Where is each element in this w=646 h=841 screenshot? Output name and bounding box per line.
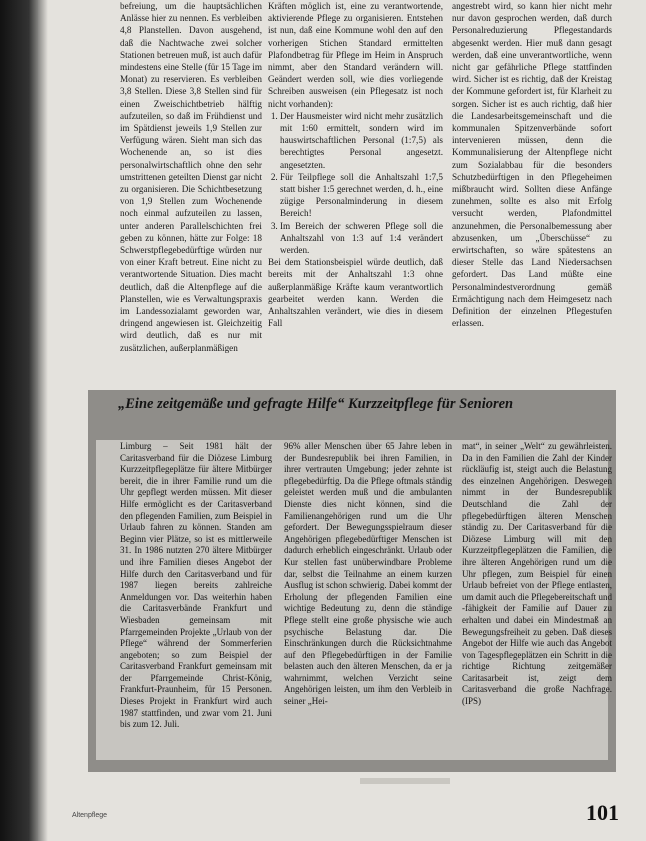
box-column-1 [120,441,272,731]
box-headline: „Eine zeitgemäße und gefragte Hilfe“ Kurzzeitpflege für Senioren [118,396,514,412]
list-item: 2. Für Teilpflege soll die Anhaltszahl 1:7,5 statt bisher 1:5 gerechnet werden, d. h., eine zügige Personalminderung in diesem Bereich! [280,171,443,220]
box-column-3-text: mat“, in seiner „Welt“ zu gewährleisten. Da in den Familien die Zahl der Kinder rückläufig ist, steigt auch die Belastung des einzelnen Angehörigen. Deswegen nimmt in der Bundesrepublik Deutschland die Zahl der pflegebedürftigen älteren Menschen ständig zu. Der Caritasverband für die Diözese Limburg will mit den Kurzzeitpflegeplätzen die Familien, die ihre älteren Angehörigen rund um die Uhr pflegen, zum Beispiel für einen Urlaub befreiet von der Pflege entlasten, um damit auch die Pflegebereitschaft und -fähigkeit der Familie auf Dauer zu erhalten und dabei ein Mindestmaß an Bewegungsfreiheit zu geben. Daß dieses Angebot der Hilfe wie auch das Angebot von Tagespflegeplätzen ein Schritt in die richtige Richtung zeitgemäßer Caritasarbeit ist, zeigt dem Caritasverband die große Nachfrage. (IPS) [462,441,612,707]
article-column-2-intro: Kräften möglich ist, eine zu verantwortende, aktivierende Pflege zu organisieren. Entstehen ist nun, daß eine Kommune wohl den auf den vorherigen Stichen Standard ermittelten Plafondbetrag für Pflege im Heim in Anspruch nimmt, aber den Standard verändern will. Geändert werden soll, wie dies vorliegende Schreiben ausweisen (ein Pflegesatz ist noch nicht vorhanden): [268,1,443,109]
article-column-3-text: angestrebt wird, so kann hier nicht mehr nur davon gesprochen werden, daß durch Personalreduzierung Pflegestandards abgesenkt werden. Hier muß dann gesagt werden, daß eine unverantwortliche, wenn nicht gar gefährliche Pflege stattfinden wird. Sicher ist es richtig, daß der Kreistag der Kommune gefordert ist, für Klarheit zu sorgen. Sicher ist es auch richtig, daß hier die Landesarbeitsgemeinschaft und die kommunalen Spitzenverbände sofort intervenieren müssen, denn die Kommunalisierung der Altenpflege nicht zum Sozialabbau für die besonders Schutzbedürftigen in den Pflegeheimen mißbraucht wird. Sollten diese Anfänge zunehmen, sollte es also mit Erfolg versucht werden, Plafondmittel anzunehmen, die Personalbemessung aber abzusenken, um „Überschüsse“ zu erwirtschaften, so wäre spätestens an dieser Stelle das Land Niedersachsen gefordert. Das Land müßte eine Personalmindestverordnung gemäß Ermächtigung nach dem Heimgesetz nach Definition der einzelnen Pflegestufen erlassen. [452,1,612,329]
article-column-1 [120,0,262,354]
article-column-3 [452,0,612,329]
box-column-2-text: 96% aller Menschen über 65 Jahre leben in der Bundesrepublik bei ihren Familien, in ihrer vertrauten Umgebung; jeder zehnte ist pflegebedürftig. Da die Pflege oftmals ständig geleistet werden muß und die ambulanten Dienste dies nicht können, sind die Familienangehörigen rund um die Uhr gefordert. Der Bewegungsspielraum dieser Angehörigen pflegebedürftiger Menschen ist dadurch erheblich eingeschränkt. Urlaub oder Kur stellen fast unüberwindbare Probleme dar, selbst die Teilnahme an einem kurzen Ausflug ist schon schwierig. Dabei kommt der Erholung der pflegenden Familien eine wichtige Bedeutung zu, denn die ständige Pflege stellt eine große physische wie auch psychische Belastung dar. Die Einschränkungen durch die Rücksichtnahme auf den Pflegebedürftigen in der Familie belasten auch den älteren Menschen, da er ja wahrnimmt, welchen Verzicht seine Angehörigen leisten, um ihm den Verbleib in seiner „Hei- [284,441,452,707]
print-bleed [360,778,450,784]
list-item: 1. Der Hausmeister wird nicht mehr zusätzlich mit 1:60 ermittelt, sondern wird im hauswirtschaftlichen Personal (1:7,5) als berechtigtes Personal angesetzt. angesetzten. [280,110,443,171]
box-column-2 [284,441,452,708]
binding-shadow [0,0,48,841]
article-column-1-text: befreiung, um die hauptsächlichen Anlässe hier zu nennen. Es verbleiben 4,8 Planstellen. Davon ausgehend, daß die Nachtwache zwei solcher Stationen betreuen muß, ist auch dafür mindestens eine Stelle (für 15 Tage im Monat) zu reservieren. Es verbleiben 3,8 Stellen. Diese 3,8 Stellen sind für einen Zweischichtbetrieb hälftig aufzuteilen, so daß im Frühdienst und im Spätdienst jeweils 1,9 Stellen zur Verfügung wären. Sieht man sich das Wochenende an, so ist dies personalwirtschaftlich ohne den sehr umstrittenen geteilten Dienst gar nicht zu organisieren. Die Schichtbesetzung von 1,9 Stellen zum Wochenende noch einmal aufzuteilen zu lassen, unter anderen Parallelschichten frei geben zu können, hätte zur Folge: 18 Schwerstpflegebedürftige würden nur von einer Kraft betreut. Eine nicht zu verantwortende Situation. Dies macht deutlich, daß die Altenpflege auf die Planstellen, wie es Verwaltungspraxis im Landessozialamt geworden war, dringend angewiesen ist. Gleichzeitig wird deutlich, daß es nur mit zusätzlichen, außerplanmäßigen [120,1,262,353]
article-column-2-outro: Bei dem Stationsbeispiel würde deutlich, daß bereits mit der Anhaltszahl 1:3 ohne außerplanmäßige Kräfte kaum verantwortlich gearbeitet werden kann. Werden die Anhaltszahlen verändert, wie dies in diesem Fall [268,257,443,329]
page-number: 101 [586,800,619,825]
box-column-3 [462,441,612,708]
footer-journal-name: Altenpflege [72,812,108,819]
article-column-2 [268,0,443,329]
box-column-1-text: Limburg – Seit 1981 hält der Caritasverband für die Diözese Limburg Kurzzeitpflegeplätze für ältere Mitbürger bereit, die in ihrer Familie rund um die Uhr gepflegt werden müssen. Mit dieser Hilfe ermöglicht es der Caritasverband den pflegenden Familien, zum Beispiel in Urlaub fahren zu können. Standen am Beginn vier Plätze, so ist es mittlerweile 31. In 1986 nutzten 270 ältere Mitbürger und ihre Familien dieses Angebot der Hilfe durch den Caritasverband und für 1987 liegen bereits zahlreiche Anmeldungen vor. Das weiterhin haben die Caritasverbände Frankfurt und Wiesbaden gemeinsam mit Pfarrgemeinden Projekte „Urlaub von der Pflege“ während der Sommerferien angeboten; so zum Beispiel der Caritasverband Frankfurt gemeinsam mit der Pfarrgemeinde Christ-König, Frankfurt-Praunheim, für 15 Personen. Dieses Projekt in Frankfurt wird auch 1987 stattfinden, und zwar vom 21. Juni bis zum 12. Juli. [120,441,272,730]
list-item: 3. Im Bereich der schweren Pflege soll die Anhaltszahl von 1:3 auf 1:4 verändert werden. [280,220,443,257]
standard-change-list [268,110,443,256]
